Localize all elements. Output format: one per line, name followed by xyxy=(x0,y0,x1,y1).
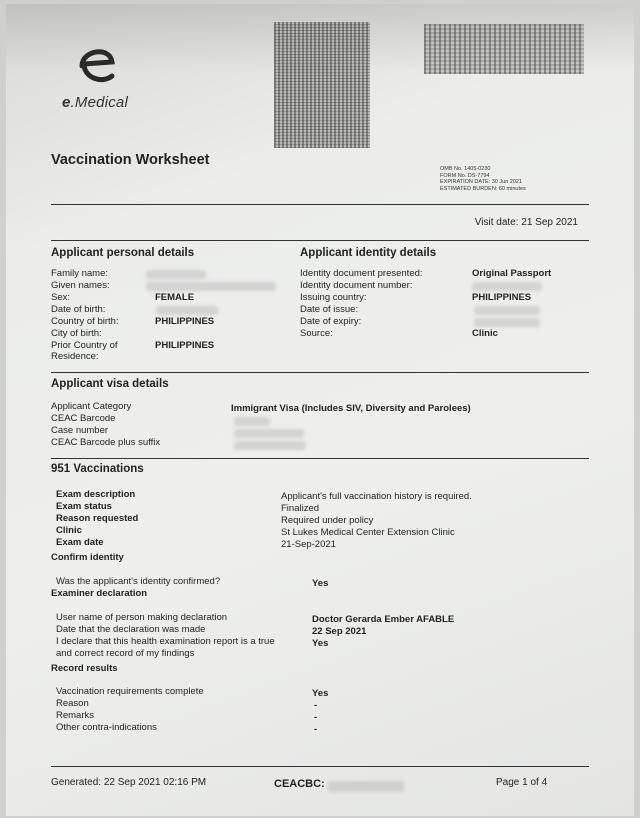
label-declaration-date: Date that the declaration was made xyxy=(56,624,206,635)
label-exam-status: Exam status xyxy=(56,501,112,512)
divider xyxy=(51,458,589,459)
label-user-name: User name of person making declaration xyxy=(56,612,228,623)
label-contra-indications: Other contra-indications xyxy=(56,722,157,733)
label-date-issue: Date of issue: xyxy=(300,304,359,315)
value-contra-indications: - xyxy=(314,724,318,735)
redacted-value xyxy=(146,282,276,291)
value-requirements-complete: Yes xyxy=(312,688,329,699)
value-country-birth: PHILIPPINES xyxy=(155,316,215,327)
label-exam-description: Exam description xyxy=(56,489,136,500)
redacted-barcode-block xyxy=(274,22,370,148)
label-doc-number: Identity document number: xyxy=(300,280,413,291)
identity-heading: Applicant identity details xyxy=(300,247,437,259)
redacted-value xyxy=(328,781,404,792)
divider xyxy=(51,204,589,205)
label-ceac-barcode: CEAC Barcode xyxy=(51,413,116,424)
label-date-expiry: Date of expiry: xyxy=(300,316,362,327)
value-doc-presented: Original Passport xyxy=(472,268,552,279)
label-doc-presented: Identity document presented: xyxy=(300,268,423,279)
value-declaration-date: 22 Sep 2021 xyxy=(312,626,367,637)
divider xyxy=(51,240,589,241)
label-family-name: Family name: xyxy=(51,268,109,279)
redacted-value xyxy=(234,441,306,450)
label-source: Source: xyxy=(300,328,333,339)
document-page xyxy=(6,4,634,816)
label-given-names: Given names: xyxy=(51,280,110,291)
value-exam-status: Finalized xyxy=(281,503,320,514)
confirm-identity-heading: Confirm identity xyxy=(51,552,124,563)
value-clinic: St Lukes Medical Center Extension Clinic xyxy=(281,527,455,538)
redacted-value xyxy=(234,417,270,426)
redacted-barcode-strip xyxy=(424,24,584,74)
label-remarks: Remarks xyxy=(56,710,95,721)
personal-heading: Applicant personal details xyxy=(51,247,195,259)
visa-heading: Applicant visa details xyxy=(51,378,169,390)
divider xyxy=(51,372,589,373)
redacted-value xyxy=(474,318,540,327)
label-country-birth: Country of birth: xyxy=(51,316,119,327)
redacted-value xyxy=(234,429,304,438)
examiner-declaration-heading: Examiner declaration xyxy=(51,588,148,599)
footer-generated: Generated: 22 Sep 2021 02:16 PM xyxy=(51,777,207,788)
label-clinic: Clinic xyxy=(56,525,82,536)
label-prior-country-2: Residence: xyxy=(51,351,99,362)
value-category: Immigrant Visa (Includes SIV, Diversity and Parolees) xyxy=(231,403,471,414)
label-exam-date: Exam date xyxy=(56,537,104,548)
value-exam-description: Applicant's full vaccination history is required. xyxy=(281,491,472,502)
record-results-heading: Record results xyxy=(51,663,118,674)
value-prior-country: PHILIPPINES xyxy=(155,340,215,351)
value-user-name: Doctor Gerarda Ember AFABLE xyxy=(312,614,455,625)
value-source: Clinic xyxy=(472,328,498,339)
vaccinations-heading: 951 Vaccinations xyxy=(51,463,144,475)
label-city-birth: City of birth: xyxy=(51,328,102,339)
page-title: Vaccination Worksheet xyxy=(51,152,210,168)
label-requirements-complete: Vaccination requirements complete xyxy=(56,686,204,697)
label-reason-requested: Reason requested xyxy=(56,513,139,524)
redacted-value xyxy=(146,270,206,279)
label-declaration-1: I declare that this health examination report is a true xyxy=(56,636,275,647)
emedical-logo-icon xyxy=(72,38,120,88)
label-case-number: Case number xyxy=(51,425,109,436)
label-identity-confirmed: Was the applicant's identity confirmed? xyxy=(56,576,221,587)
label-prior-country: Prior Country of xyxy=(51,340,118,351)
redacted-value xyxy=(156,306,218,315)
value-remarks: - xyxy=(314,712,318,723)
label-issuing-country: Issuing country: xyxy=(300,292,367,303)
value-sex: FEMALE xyxy=(155,292,195,303)
value-reason: - xyxy=(314,700,318,711)
value-issuing-country: PHILIPPINES xyxy=(472,292,532,303)
label-sex: Sex: xyxy=(51,292,71,303)
label-ceac-suffix: CEAC Barcode plus suffix xyxy=(51,437,161,448)
value-reason-requested: Required under policy xyxy=(281,515,374,526)
omb-info: OMB No. 1405-0230 FORM No. DS-7794 EXPIRATION DATE: 30 Jun 2021 ESTIMATED BURDEN: 60 minutes xyxy=(440,166,526,192)
logo-wordmark: e.Medical xyxy=(62,94,129,111)
footer-ceacbc: CEACBC: xyxy=(274,778,325,790)
redacted-value xyxy=(472,282,542,291)
value-declaration: Yes xyxy=(312,638,329,649)
redacted-value xyxy=(474,306,540,315)
label-dob: Date of birth: xyxy=(51,304,106,315)
label-declaration-2: and correct record of my findings xyxy=(56,648,195,659)
visit-date: Visit date: 21 Sep 2021 xyxy=(474,217,578,228)
label-category: Applicant Category xyxy=(51,401,132,412)
value-exam-date: 21-Sep-2021 xyxy=(281,539,336,550)
divider xyxy=(51,766,589,767)
label-reason: Reason xyxy=(56,698,89,709)
value-identity-confirmed: Yes xyxy=(312,578,329,589)
footer-page: Page 1 of 4 xyxy=(496,777,548,788)
